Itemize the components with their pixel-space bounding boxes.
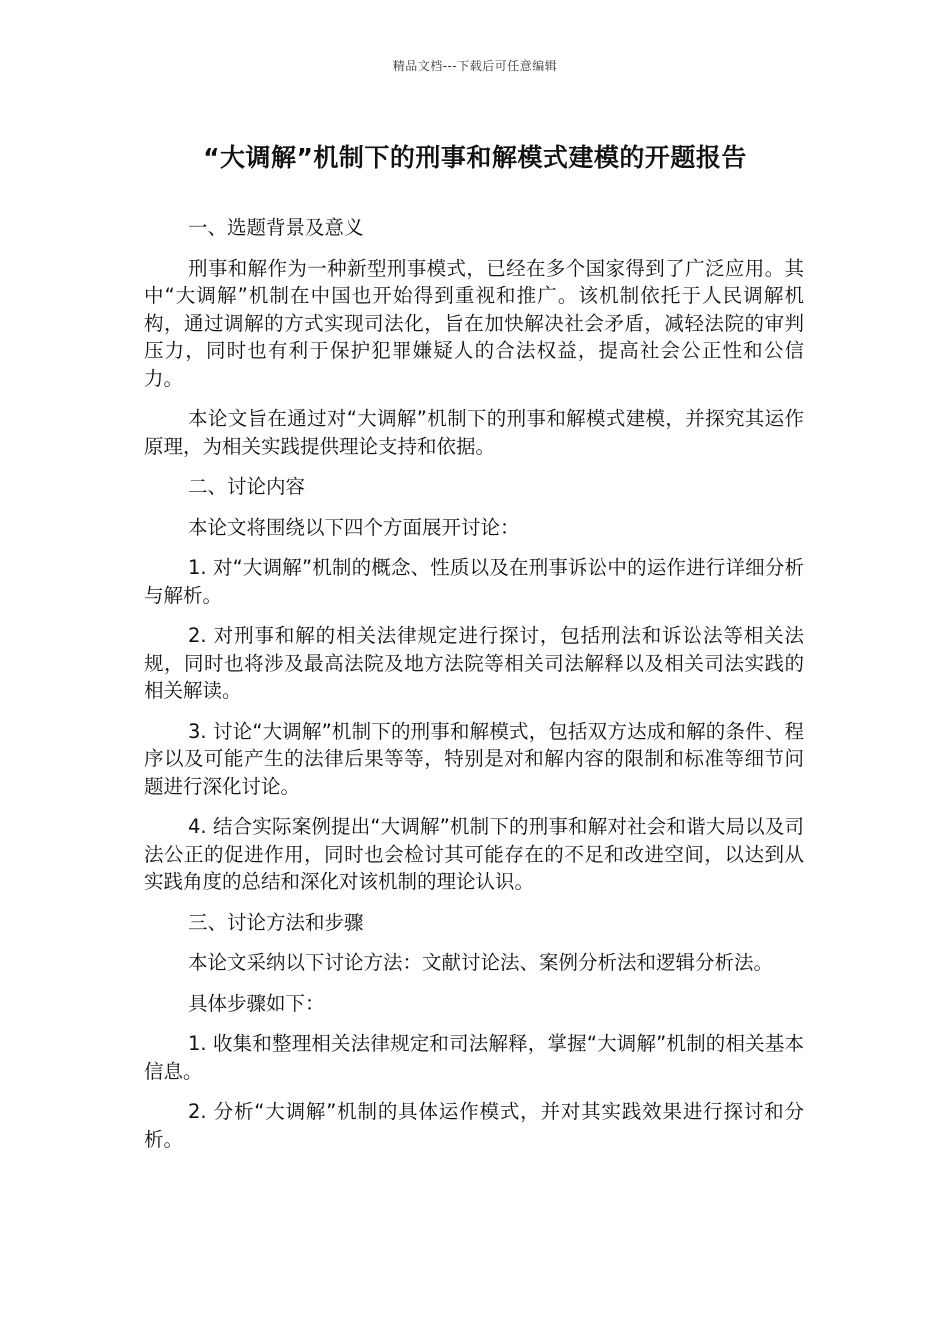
list-item: 2. 对刑事和解的相关法律规定进行探讨，包括刑法和诉讼法等相关法规，同时也将涉及最高法院及地方法院等相关司法解释以及相关司法实践的相关解读。 [144, 624, 804, 702]
paragraph: 刑事和解作为一种新型刑事模式，已经在多个国家得到了广泛应用。其中“大调解”机制在中国也开始得到重视和推广。该机制依托于人民调解机构，通过调解的方式实现司法化，旨在加快解决社会矛盾，减轻法院的审判压力，同时也有利于保护犯罪嫌疑人的合法权益，提高社会公正性和公信力。 [144, 256, 804, 390]
section-heading-background: 一、选题背景及意义 [188, 216, 364, 239]
list-item: 2. 分析“大调解”机制的具体运作模式，并对其实践效果进行探讨和分析。 [144, 1100, 804, 1151]
document-title: “大调解”机制下的刑事和解模式建模的开题报告 [203, 143, 747, 172]
section-heading-methods: 三、讨论方法和步骤 [188, 910, 364, 934]
header-note: 精品文档---下载后可任意编辑 [392, 59, 558, 73]
section-heading-content: 二、讨论内容 [188, 475, 306, 498]
paragraph: 具体步骤如下： [188, 991, 325, 1015]
list-item: 3. 讨论“大调解”机制下的刑事和解模式，包括双方达成和解的条件、程序以及可能产生的法律后果等等，特别是对和解内容的限制和标准等细节问题进行深化讨论。 [144, 719, 804, 798]
list-item: 1. 收集和整理相关法律规定和司法解释，掌握“大调解”机制的相关基本信息。 [144, 1032, 804, 1083]
paragraph: 本论文将围绕以下四个方面展开讨论： [188, 515, 520, 539]
paragraph: 本论文旨在通过对“大调解”机制下的刑事和解模式建模，并探究其运作原理，为相关实践提供理论支持和依据。 [144, 407, 804, 458]
paragraph: 本论文采纳以下讨论方法：文献讨论法、案例分析法和逻辑分析法。 [188, 951, 774, 974]
list-item: 1. 对“大调解”机制的概念、性质以及在刑事诉讼中的运作进行详细分析与解析。 [144, 556, 804, 607]
document-body [144, 214, 804, 1166]
list-item: 4. 结合实际案例提出“大调解”机制下的刑事和解对社会和谐大局以及司法公正的促进作用，同时也会检讨其可能存在的不足和改进空间，以达到从实践角度的总结和深化对该机制的理论认识。 [144, 815, 804, 893]
